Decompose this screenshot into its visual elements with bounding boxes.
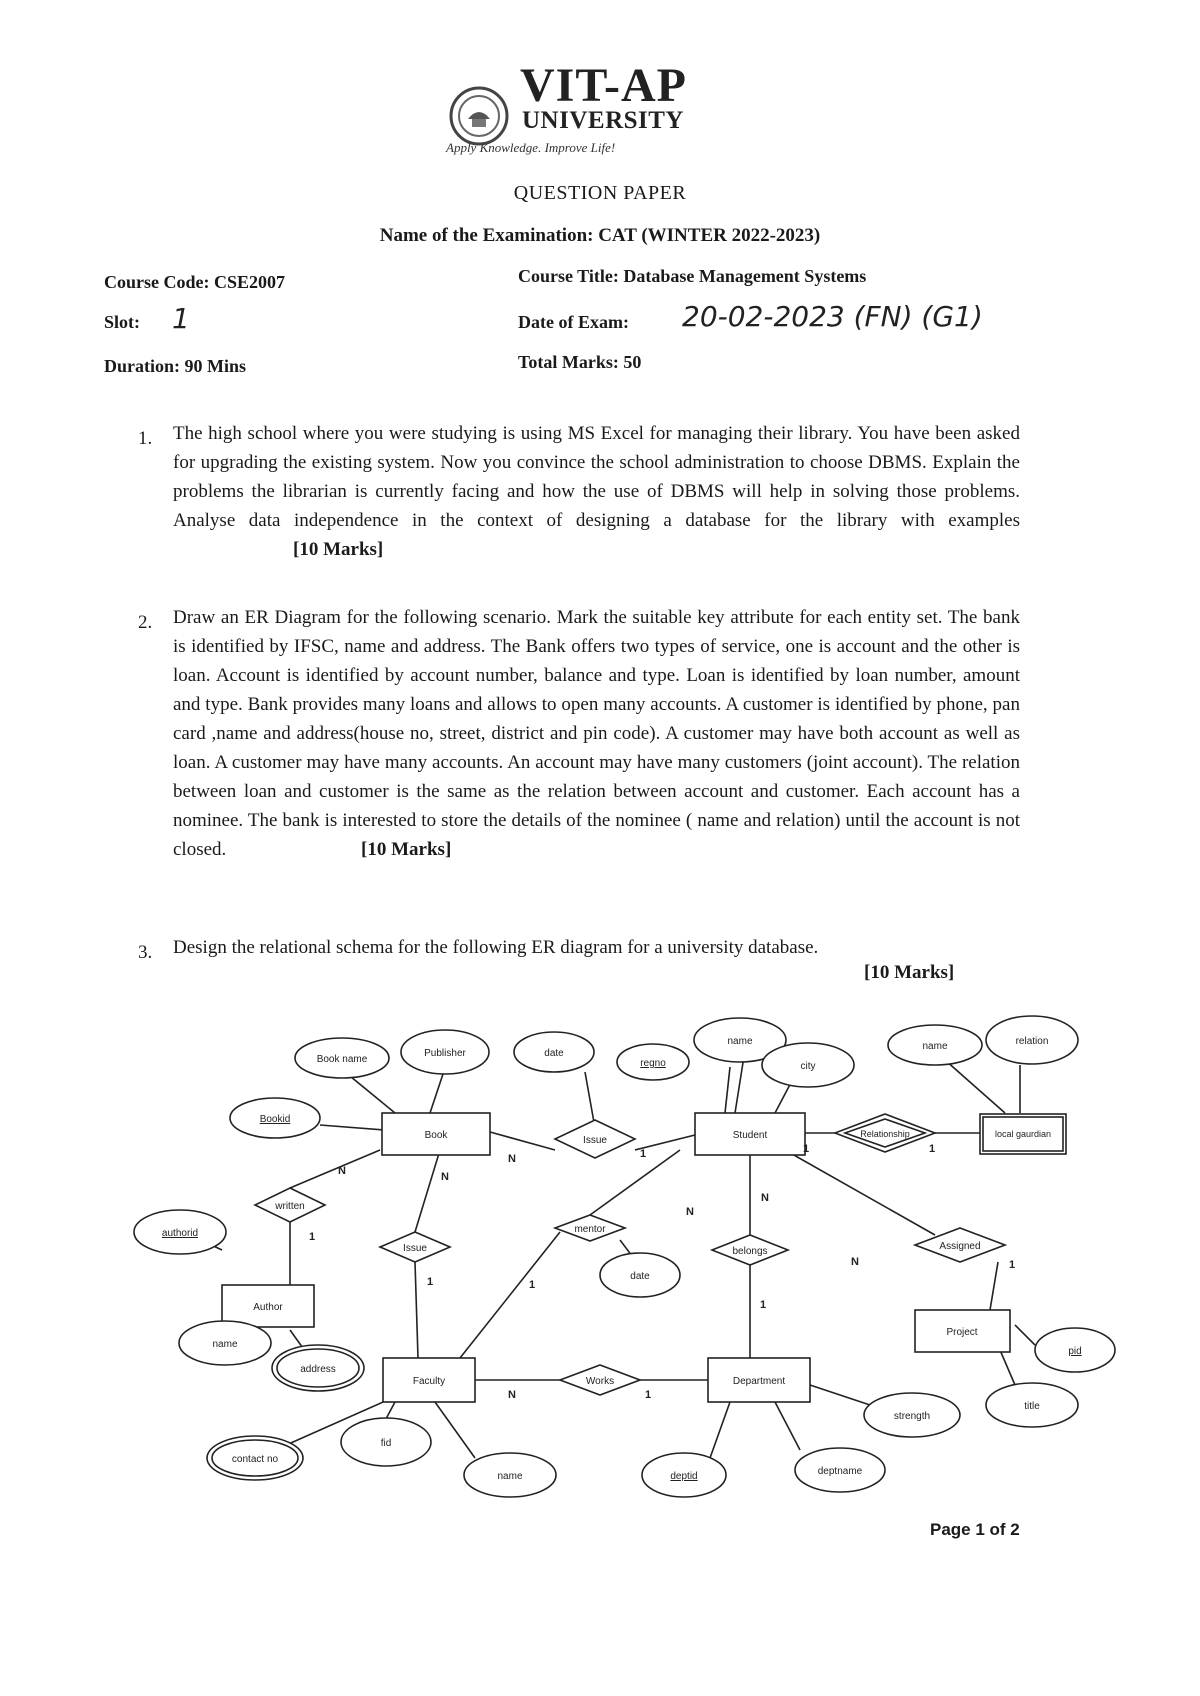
rel-relationship: Relationship [860, 1129, 910, 1139]
card-mentor-faculty: 1 [528, 1279, 536, 1291]
card-faculty-works: N [508, 1389, 516, 1401]
question-2-text [173, 603, 1020, 864]
date-value: 20-02-2023 (FN) (G1) [682, 300, 983, 333]
rel-issue: Issue [583, 1135, 607, 1146]
entity-student: Student [732, 1130, 768, 1141]
question-2-body: Draw an ER Diagram for the following scenario. Mark the suitable key attribute for each entity set. The bank is identified by IFSC, name and address. The Bank offers two types of service, one is account and the other is loan. Account is identified by account number, balance and type. Loan is identified by loan number, amount and type. Bank provides many loans and allows to open many accounts. A customer is identified by phone, pan card ,name and address(house no, street, district and pin code). A customer may have both account as well as loan. A customer may have many accounts. An account may have many customers (joint account). The relation between loan and customer is the same as the relation between account and customer. Each account has a nominee. The bank is interested to store the details of the nominee ( name and relation) until the account is not closed. [173, 607, 1020, 860]
attr-fid: fid [380, 1438, 392, 1449]
card-book-issue: N [508, 1153, 516, 1165]
card-student-mentor: N [686, 1206, 694, 1218]
attr-city: city [800, 1061, 816, 1072]
slot-label: Slot: [104, 312, 140, 332]
entity-book: Book [424, 1130, 448, 1141]
exam-name: Name of the Examination: CAT (WINTER 2022-2023) [379, 225, 821, 246]
rel-mentor: mentor [574, 1224, 606, 1235]
attr-guardian-relation: relation [1015, 1036, 1049, 1047]
question-1-marks: [10 Marks] [293, 539, 384, 560]
slot-value: 1 [172, 302, 190, 335]
date-label: Date of Exam: [518, 312, 629, 332]
attr-pid: pid [1068, 1346, 1082, 1357]
attr-regno: regno [640, 1058, 666, 1069]
attr-bookid: Bookid [259, 1114, 291, 1125]
course-title: Course Title: Database Management Systems [518, 266, 867, 286]
card-book-written: N [338, 1165, 346, 1177]
card-issue-faculty: 1 [426, 1276, 434, 1288]
question-3-text: Design the relational schema for the following ER diagram for a university database. [173, 937, 819, 958]
entity-project: Project [946, 1327, 978, 1338]
attr-address: address [300, 1364, 336, 1375]
attr-guardian-name: name [922, 1041, 948, 1052]
question-1-text [173, 419, 1020, 564]
paper-label: QUESTION PAPER [513, 182, 687, 204]
rel-belongs: belongs [732, 1246, 768, 1257]
university-seal-icon [448, 85, 510, 147]
rel-works: Works [585, 1376, 615, 1387]
rel-assigned: Assigned [939, 1241, 981, 1252]
logo-university: UNIVERSITY [522, 107, 684, 134]
question-2-number: 2. [138, 612, 153, 633]
card-works-department: 1 [644, 1389, 652, 1401]
attr-strength: strength [893, 1411, 931, 1422]
entity-department: Department [732, 1376, 786, 1387]
entity-author: Author [253, 1302, 283, 1313]
attr-title: title [1024, 1401, 1040, 1412]
logo-title: VIT-AP [520, 59, 687, 112]
attr-book-name: Book name [316, 1054, 368, 1065]
entity-faculty: Faculty [412, 1376, 446, 1387]
question-2-marks: [10 Marks] [361, 839, 452, 860]
er-diagram [0, 1010, 1200, 1500]
card-student-relationship: 1 [802, 1143, 810, 1155]
card-belongs-department: 1 [759, 1299, 767, 1311]
attr-deptname: deptname [817, 1466, 863, 1477]
attr-issue-date: date [544, 1048, 564, 1059]
question-1-body: The high school where you were studying is using MS Excel for managing their library. You have been asked for upgrading the existing system. Now you convince the school administration to choose DBMS. Explain the problems the librarian is currently facing and how the use of DBMS will help in solving those problems. Analyse data independence in the context of designing a database for the library with examples [173, 423, 1020, 531]
card-issue-student: 1 [639, 1148, 647, 1160]
rel-written: written [275, 1201, 305, 1212]
attr-deptid: deptid [670, 1471, 698, 1482]
question-1-number: 1. [138, 428, 153, 449]
card-assigned-project: 1 [1008, 1259, 1016, 1271]
attr-author-name: name [212, 1339, 238, 1350]
question-3-marks: [10 Marks] [864, 962, 955, 983]
attr-faculty-name: name [497, 1471, 523, 1482]
card-student-assigned: N [851, 1256, 859, 1268]
course-code: Course Code: CSE2007 [104, 272, 286, 292]
question-3-number: 3. [138, 942, 153, 963]
duration: Duration: 90 Mins [104, 356, 247, 376]
entity-local-guardian: local gaurdian [994, 1129, 1052, 1139]
card-relationship-guardian: 1 [928, 1143, 936, 1155]
card-student-belongs: N [761, 1192, 769, 1204]
card-written-author: 1 [308, 1231, 316, 1243]
card-book-issue-faculty: N [441, 1171, 449, 1183]
attr-publisher: Publisher [424, 1048, 466, 1059]
attr-authorid: authorid [161, 1228, 199, 1239]
total-marks: Total Marks: 50 [518, 352, 642, 372]
page-number: Page 1 of 2 [930, 1520, 1020, 1539]
attr-student-name: name [727, 1036, 753, 1047]
logo-tagline: Apply Knowledge. Improve Life! [446, 140, 616, 155]
rel-issue-faculty: Issue [403, 1243, 427, 1254]
attr-contact-no: contact no [231, 1454, 279, 1465]
attr-mentor-date: date [630, 1271, 650, 1282]
